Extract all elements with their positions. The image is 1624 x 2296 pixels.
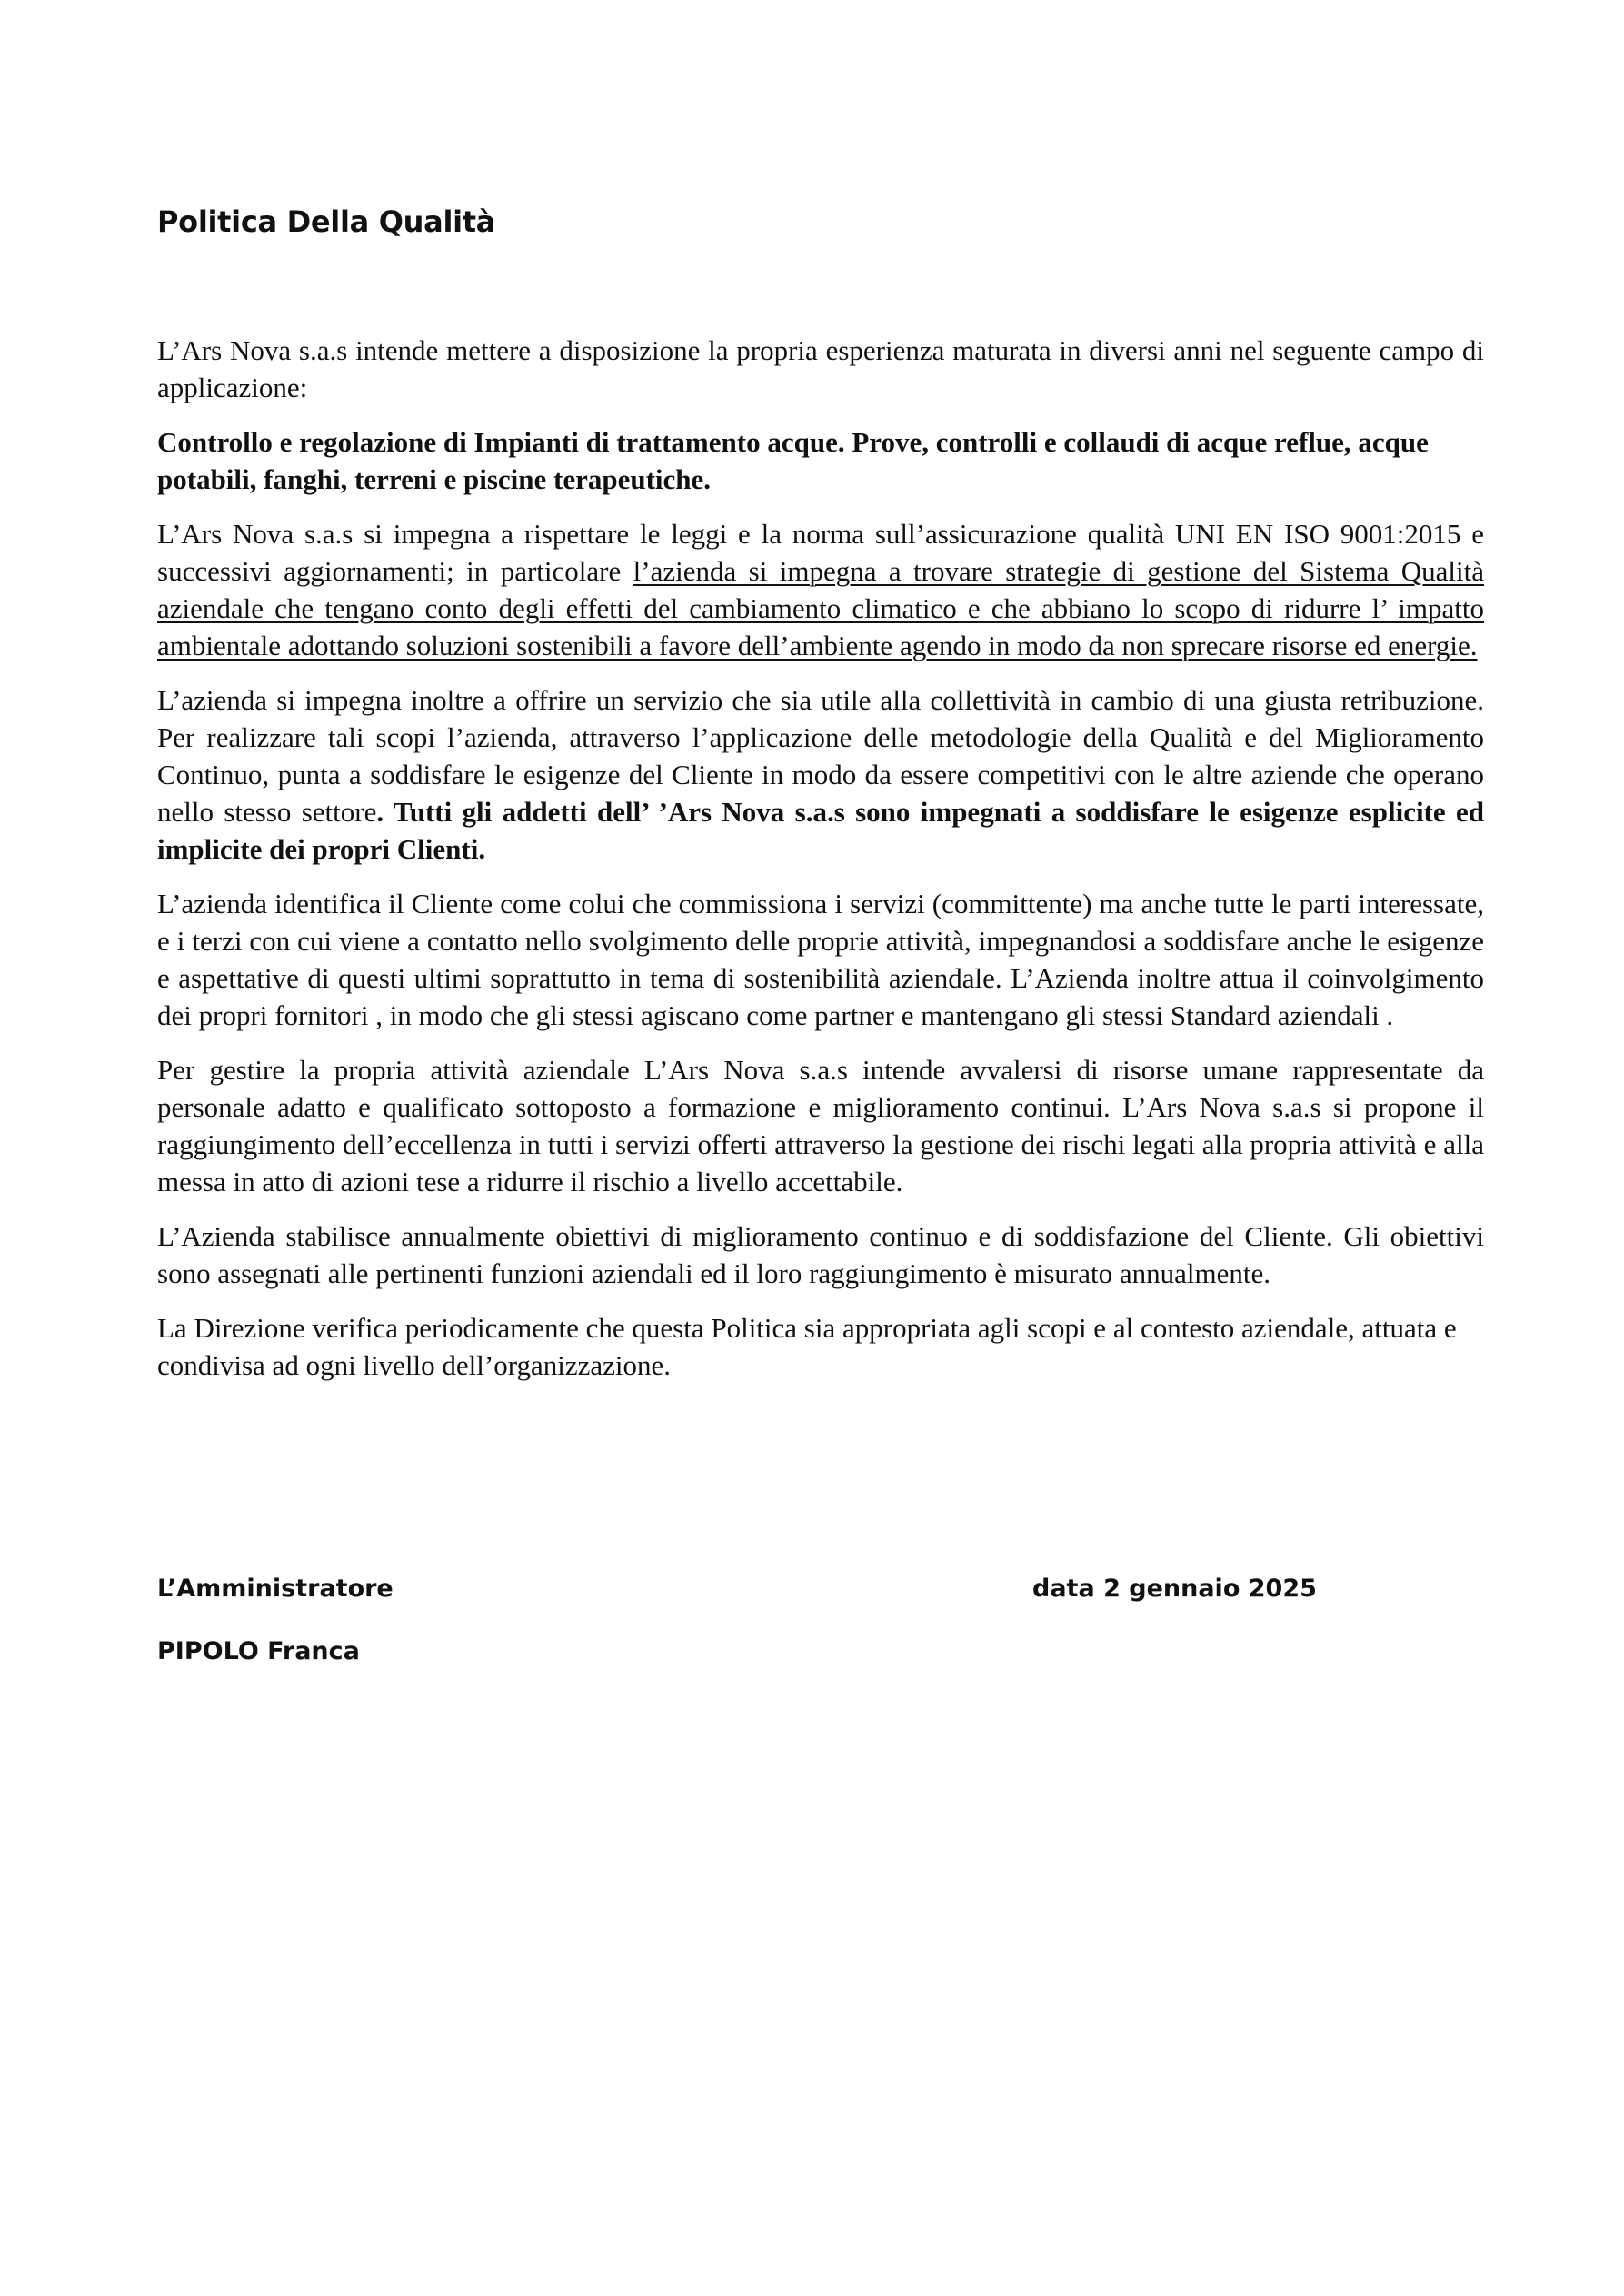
paragraph-scope-field <box>157 423 1484 498</box>
commitment-underlined-text: l’azienda si impegna a trovare strategie di gestione del Sistema Qualità aziendale che tengano conto degli effetti del cambiamento climatico e che abbiano lo scopo di ridurre l’ impatto ambientale adottando soluzioni sostenibili a favore dell’ambiente agendo in modo da non sprecare risorse ed energie. <box>157 555 1484 661</box>
document-title: Politica Della Qualità <box>157 204 496 239</box>
paragraph-review: La Direzione verifica periodicamente che questa Politica sia appropriata agli scopi e al contesto aziendale, attuata e condivisa ad ogni livello dell’organizzazione. <box>157 1312 1457 1381</box>
paragraph-service <box>157 681 1484 868</box>
paragraph-scope-intro: L’Ars Nova s.a.s intende mettere a disposizione la propria esperienza maturata in diversi anni nel seguente campo di applicazione: <box>157 334 1484 403</box>
service-bold-text: . Tutti gli addetti dell’ ’Ars Nova s.a.s sono impegnati a soddisfare le esigenze esplicite ed implicite dei propri Clienti. <box>157 796 1484 865</box>
paragraph-resources: Per gestire la propria attività aziendale L’Ars Nova s.a.s intende avvalersi di risorse umane rappresentate da personale adatto e qualificato sottoposto a formazione e miglioramento continui. L’Ars Nova s.a.s si propone il raggiungimento dell’eccellenza in tutti i servizi offerti attraverso la gestione dei rischi legati alla propria attività e alla messa in atto di azioni tese a ridurre il rischio a livello accettabile. <box>157 1054 1484 1198</box>
signature-date: data 2 gennaio 2025 <box>1032 1575 1317 1603</box>
signature-name: PIPOLO Franca <box>157 1637 360 1665</box>
paragraph-objectives: L’Azienda stabilisce annualmente obiettivi di miglioramento continuo e di soddisfazione del Cliente. Gli obiettivi sono assegnati alle pertinenti funzioni aziendali ed il loro raggiungimento è misurato annualmente. <box>157 1220 1484 1289</box>
signature-role: L’Amministratore <box>157 1575 394 1603</box>
service-text: L’azienda si impegna inoltre a offrire un servizio che sia utile alla collettività in cambio di una giusta retribuzione. Per realizzare tali scopi l’azienda, attraverso l’applicazione delle metodologie della Qualità e del Miglioramento Continuo, punta a soddisfare le esigenze del Cliente in modo da essere competitivi con le altre aziende che operano nello stesso settore <box>157 684 1484 828</box>
paragraph-client: L’azienda identifica il Cliente come colui che commissiona i servizi (committente) ma anche tutte le parti interessate, e i terzi con cui viene a contatto nello svolgimento delle proprie attività, impegnandosi a soddisfare anche le esigenze e aspettative di questi ultimi soprattutto in tema di sostenibilità aziendale. L’Azienda inoltre attua il coinvolgimento dei propri fornitori , in modo che gli stessi agiscano come partner e mantengano gli stessi Standard aziendali . <box>157 888 1484 1031</box>
paragraph-commitment <box>157 515 1484 664</box>
document-body <box>157 332 1484 1401</box>
scope-field-text: Controllo e regolazione di Impianti di trattamento acque. Prove, controlli e collaudi di acque reflue, acque potabili, fanghi, terreni e piscine terapeutiche. <box>157 426 1429 495</box>
commitment-text: L’Ars Nova s.a.s si impegna a rispettare le leggi e la norma sull’assicurazione qualità UNI EN ISO 9001:2015 e successivi aggiornamenti; in particolare <box>157 518 1484 587</box>
